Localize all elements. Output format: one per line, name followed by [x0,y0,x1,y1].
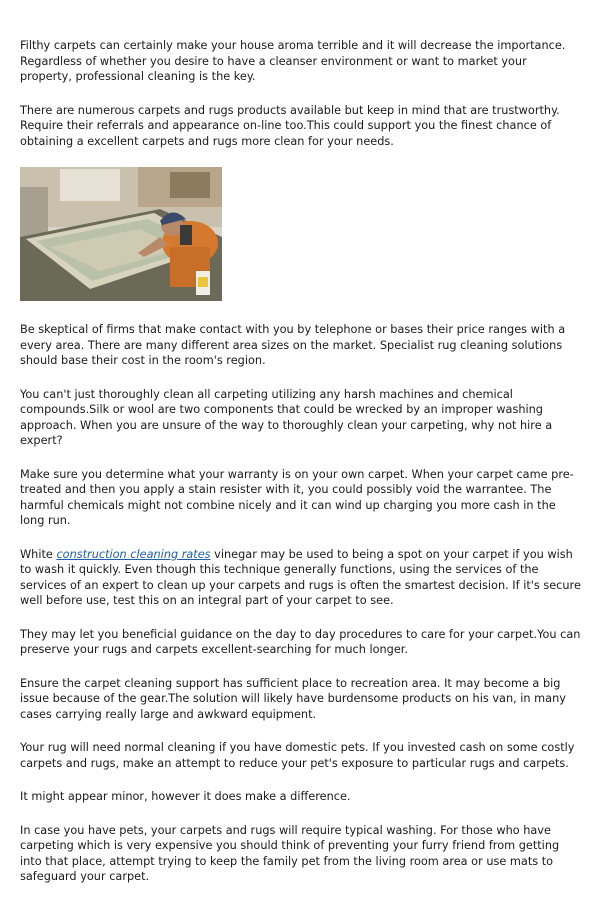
paragraph-7: They may let you beneficial guidance on the day to day procedures to care for your carpet.You can preserve your rugs and carpets excellent-searching for much longer. [20,627,581,656]
paragraph-10: It might appear minor, however it does make a difference. [20,790,351,803]
paragraph-with-link [20,547,582,609]
article-body [20,38,582,903]
paragraph-8: Ensure the carpet cleaning support has sufficient place to recreation area. It may become a big issue because of the gear.The solution will likely have burdensome products on his van, in many cases carrying really large and awkward equipment. [20,676,566,721]
link-paragraph-before: White [20,547,57,561]
paragraph-4: You can't just thoroughly clean all carpeting utilizing any harsh machines and chemical compounds.Silk or wool are two components that could be wrecked by an improper washing approach. When you are unsure of the way to thoroughly clean your carpeting, why not hire a expert? [20,387,553,447]
link-paragraph-after: vinegar may be used to being a spot on your carpet if you wish to wash it quickly. Even though this technique generally functions, using the services of the services of an expert to clean up your carpets and rugs is often the smartest decision. If it's secure well before use, test this on an integral part of your carpet to see. [20,547,581,607]
paragraph-2: There are numerous carpets and rugs products available but keep in mind that are trustworthy. Require their referrals and appearance on-line too.This could support you the finest chance of obtaining a excellent carpets and rugs more clean for your needs. [20,103,560,148]
construction-cleaning-rates-link[interactable]: construction cleaning rates [56,547,211,561]
paragraph-5: Make sure you determine what your warranty is on your own carpet. When your carpet came pre-treated and then you apply a stain resister with it, you could possibly void the warrantee. The harmful chemicals might not combine nicely and it can wind up charging you more cash in the long run. [20,467,574,527]
paragraph-3: Be skeptical of firms that make contact with you by telephone or bases their price ranges with a every area. There are many different area sizes on the market. Specialist rug cleaning solutions should base their cost in the room's region. [20,323,566,367]
rug-cleaning-photo [20,167,222,301]
paragraph-1: Filthy carpets can certainly make your house aroma terrible and it will decrease the importance. Regardless of whether you desire to have a cleanser environment or want to market your property, professional cleaning is the key. [20,39,566,83]
paragraph-11: In case you have pets, your carpets and rugs will require typical washing. For those who have carpeting which is very expensive you should think of preventing your furry friend from getting into that place, attempt trying to keep the family pet from the living room area or use mats to safeguard your carpet. [20,823,560,883]
paragraph-9: Your rug will need normal cleaning if you have domestic pets. If you invested cash on some costly carpets and rugs, make an attempt to reduce your pet's exposure to particular rugs and carpets. [20,741,575,770]
